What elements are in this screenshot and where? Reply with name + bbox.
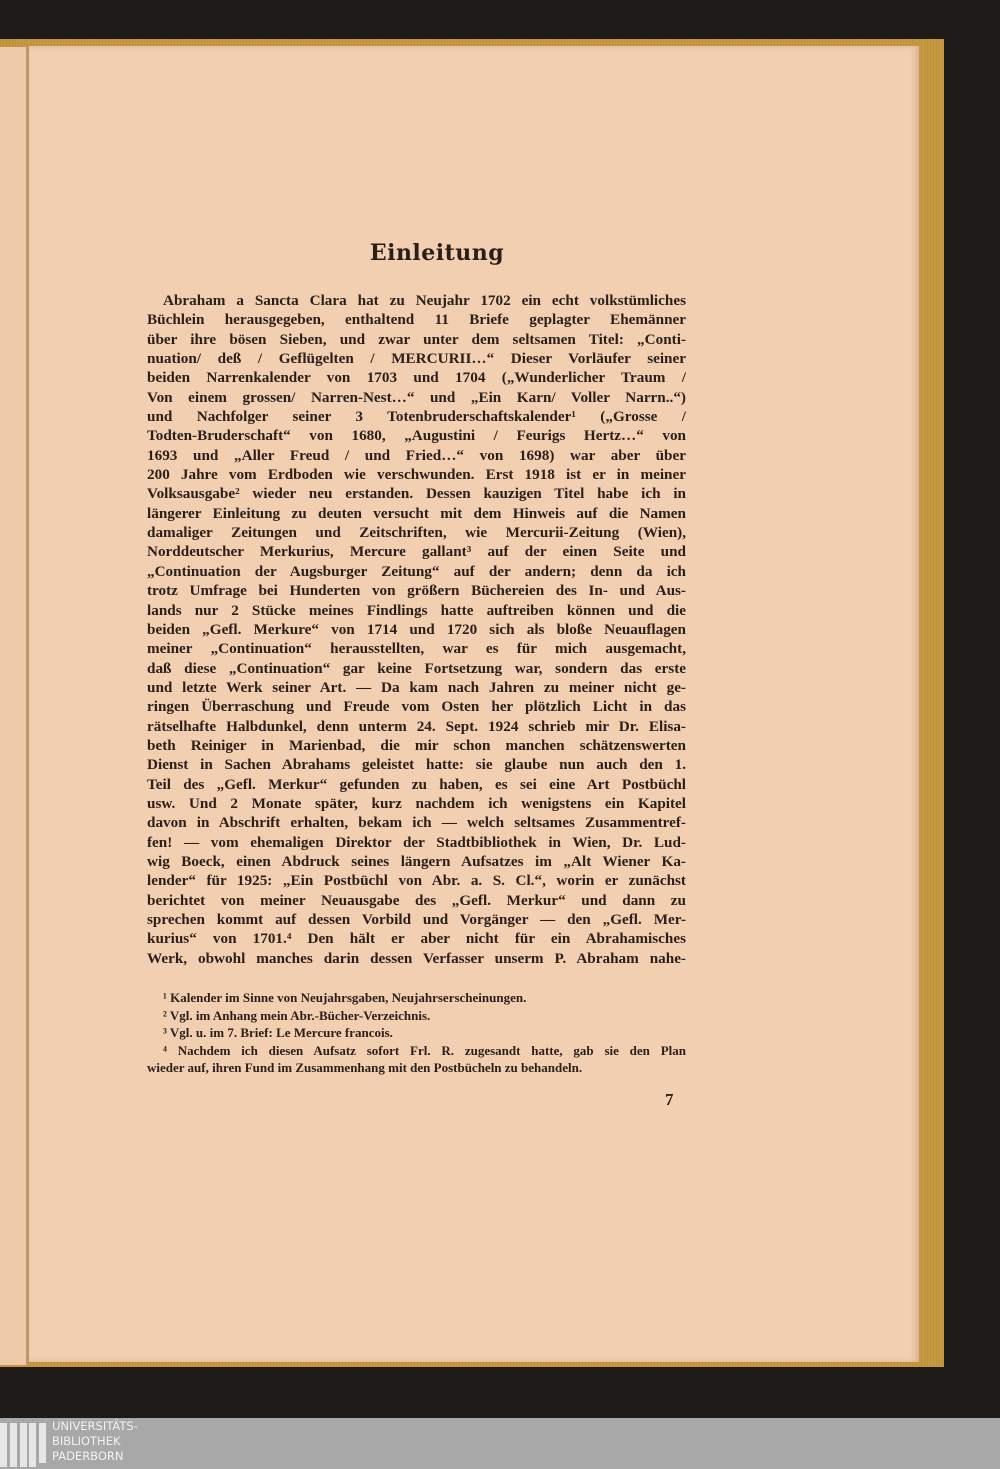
text-line: nuation/ deß / Geflügelten / MERCURII…“ Dieser Vorläufer seiner — [147, 350, 686, 368]
logo-line: PADERBORN — [52, 1449, 124, 1463]
text-line: fen! — vom ehemaligen Direktor der Stadtbibliothek in Wien, Dr. Lud- — [147, 833, 686, 851]
footnote: ² Vgl. im Anhang mein Abr.-Bücher-Verzeichnis. — [163, 1007, 431, 1023]
text-line: ringen Überraschung und Freude vom Osten her plötzlich Licht in das — [147, 698, 686, 716]
text-line: berichtet von meiner Neuausgabe des „Gefl. Merkur“ und dann zu — [147, 891, 686, 909]
text-line: sprechen kommt auf dessen Vorbild und Vorgänger — den „Gefl. Mer- — [147, 911, 686, 928]
body-text — [147, 291, 686, 968]
text-line: Von einem grossen/ Narren-Nest…“ und „Ein Karn/ Voller Narrn..“) — [147, 388, 686, 406]
book-page — [29, 46, 919, 1362]
text-line: und letzte Werk seiner Art. — Da kam nach Jahren zu meiner nicht ge- — [147, 678, 686, 696]
text-line: kurius“ von 1701.⁴ Den hält er aber nicht für ein Abrahamisches — [147, 930, 686, 948]
footnote: wieder auf, ihren Fund im Zusammenhang mit den Postbücheln zu behandeln. — [147, 1060, 583, 1075]
text-line: „Continuation der Augsburger Zeitung“ auf der andern; denn da ich — [147, 562, 686, 580]
text-line: längerer Einleitung zu deuten versucht mit dem Hinweis auf die Namen — [147, 504, 686, 522]
text-line: damaliger Zeitungen und Zeitschriften, wie Mercurii-Zeitung (Wien), — [147, 524, 686, 542]
logo-line: UNIVERSITÄTS- — [52, 1419, 138, 1433]
text-line: beiden Narrenkalender von 1703 und 1704 („Wunderlicher Traum / — [147, 369, 686, 387]
footnote: ³ Vgl. u. im 7. Brief: Le Mercure francois. — [163, 1025, 393, 1040]
text-line: Werk, obwohl manches darin dessen Verfasser unserm P. Abraham nahe- — [147, 949, 686, 967]
text-line: usw. Und 2 Monate später, kurz nachdem ich wenigstens ein Kapitel — [147, 794, 686, 812]
text-line: beiden „Gefl. Merkure“ von 1714 und 1720 sich als bloße Neuauflagen — [147, 620, 686, 638]
left-page-edge — [0, 47, 28, 1365]
library-logo-text — [52, 1419, 138, 1464]
chapter-title: Einleitung — [369, 240, 505, 266]
footnotes — [147, 989, 686, 1077]
text-line: Todten-Bruderschaft“ von 1680, „Augustini / Feurigs Hertz…“ von — [147, 427, 686, 445]
text-line: meiner „Continuation“ herausstellten, war es für mich ausgemacht, — [147, 640, 686, 658]
text-line: daß diese „Continuation“ gar keine Fortsetzung war, sondern das erste — [147, 659, 686, 677]
text-line: beth Reiniger in Marienbad, die mir schon manchen schätzenswerten — [147, 736, 686, 754]
text-line: wig Boeck, einen Abdruck seines längern Aufsatzes im „Alt Wiener Ka- — [147, 852, 686, 870]
page-number: 7 — [665, 1090, 674, 1109]
text-line: lands nur 2 Stücke meines Findlings hatte auftreiben können und die — [147, 601, 686, 619]
text-line: und Nachfolger seiner 3 Totenbruderschaftskalender¹ („Grosse / — [147, 408, 686, 426]
text-line: davon in Abschrift erhalten, bekam ich — welch seltsames Zusammentref- — [147, 814, 686, 832]
text-line: rätselhafte Halbdunkel, denn unterm 24. Sept. 1924 schrieb mir Dr. Elisa- — [147, 717, 686, 735]
text-line: Abraham a Sancta Clara hat zu Neujahr 1702 ein echt volkstümliches — [163, 292, 686, 309]
logo-line: BIBLIOTHEK — [52, 1434, 121, 1448]
text-line: Dienst in Sachen Abrahams geleistet hatte: sie glaube nun auch den 1. — [147, 756, 686, 774]
text-line: trotz Umfrage bei Hunderten von größern Büchereien des In- und Aus- — [147, 582, 686, 600]
text-line: 200 Jahre vom Erdboden wie verschwunden. Erst 1918 ist er in meiner — [147, 466, 686, 484]
text-line: lender“ für 1925: „Ein Postbüchl von Abr. a. S. Cl.“, worin er zunächst — [147, 872, 686, 890]
footnote: ⁴ Nachdem ich diesen Aufsatz sofort Frl. R. zugesandt hatte, gab sie den Plan — [163, 1042, 686, 1058]
footnote: ¹ Kalender im Sinne von Neujahrsgaben, Neujahrserscheinungen. — [163, 990, 527, 1005]
text-line: Norddeutscher Merkurius, Mercure gallant³ auf der einen Seite und — [147, 543, 686, 561]
text-line: Volksausgabe² wieder neu erstanden. Dessen kauzigen Titel habe ich in — [147, 485, 686, 503]
text-line: 1693 und „Aller Freud / und Fried…“ von 1698) war aber über — [147, 446, 686, 464]
library-logo-bar — [0, 1418, 1000, 1469]
text-line: über ihre bösen Sieben, und zwar unter dem seltsamen Titel: „Conti- — [147, 330, 686, 348]
text-line: Büchlein herausgegeben, enthaltend 11 Briefe geplagter Ehemänner — [147, 311, 686, 329]
text-line: Teil des „Gefl. Merkur“ gefunden zu haben, es sei eine Art Postbüchl — [147, 775, 686, 793]
